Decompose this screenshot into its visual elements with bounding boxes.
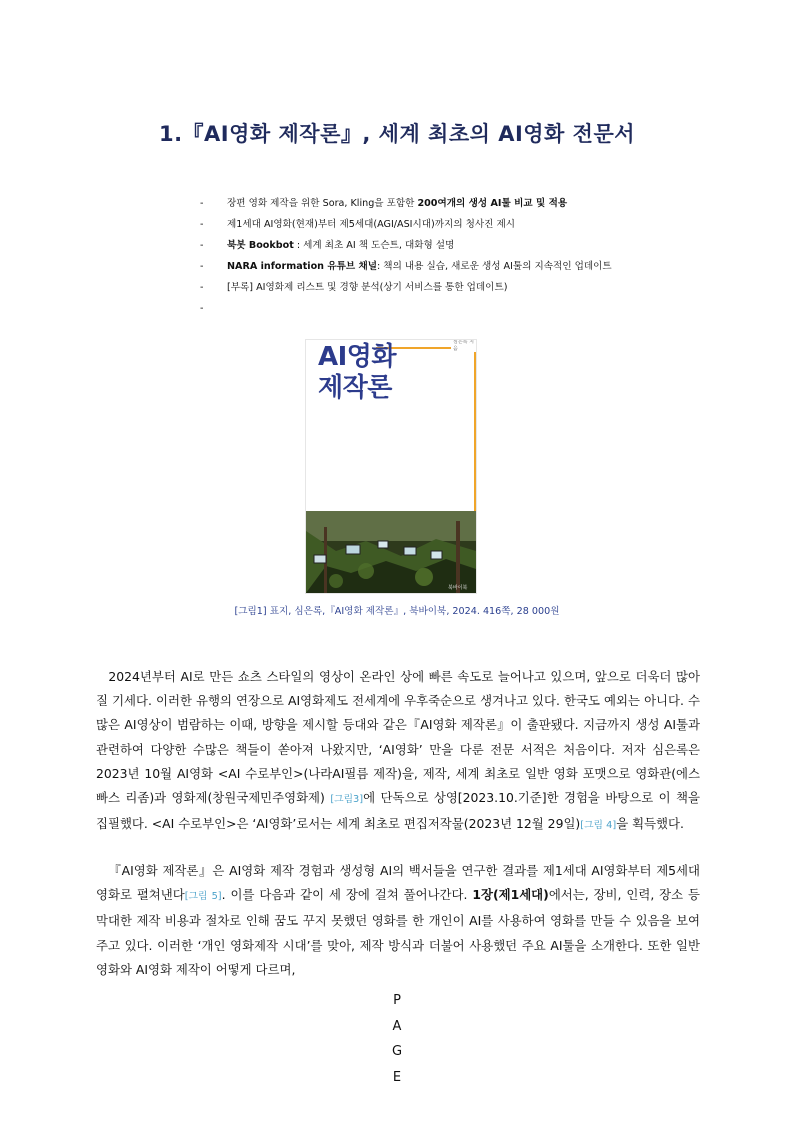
list-item: - 제1세대 AI영화(현재)부터 제5세대(AGI/ASI시대)까지의 청사진 제시 — [200, 214, 720, 235]
body-paragraph: 『AI영화 제작론』은 AI영화 제작 경험과 생성형 AI의 백서들을 연구한 결과를 제1세대 AI영화부터 제5세대 영화로 펼쳐낸다[그림 5]. 이를 다음과 같이 세 장에 걸쳐 풀어나간다. 1장(제1세대)에서는, 장비, 인력, 장소 등 막대한 제작 비용과 절차로 인해 꿈도 꾸지 못했던 영화를 한 개인이 AI를 사용하여 영화를 만들 수 있음을 보여주고 있다. 이러한 ‘개인 영화제작 시대’를 맞아, 제작 방식과 더불어 사용했던 주요 AI툴을 소개한다. 또한 일반영화와 AI영화 제작이 어떻게 다르며, — [96, 863, 701, 977]
bullet-dash: - — [200, 282, 204, 293]
figure-reference: [그림 4] — [580, 820, 617, 832]
bullet-dash: - — [200, 261, 204, 272]
cover-accent-line — [474, 347, 476, 517]
bullet-dash: - — [200, 219, 204, 230]
figure-caption: [그림1] 표지, 심은록,『AI영화 제작론』, 북바이북, 2024. 416쪽, 28 000원 — [234, 606, 560, 617]
list-item: - [부록] AI영화제 리스트 및 경향 분석(상기 서비스를 통한 업데이트) — [200, 277, 720, 298]
cover-publisher: 북바이북 — [448, 585, 468, 591]
page-label: P A G E — [391, 993, 403, 1085]
bullet-dash: - — [200, 240, 204, 251]
bullet-dash: - — [200, 303, 204, 314]
body-paragraph: 2024년부터 AI로 만든 쇼츠 스타일의 영상이 온라인 상에 빠른 속도로 늘어나고 있으며, 앞으로 더욱더 많아질 기세다. 이러한 유행의 연장으로 AI영화제도 전세계에 우후죽순으로 생겨나고 있다. 한국도 예외는 아니다. 수많은 AI영상이 범람하는 이때, 방향을 제시할 등대와 같은『AI영화 제작론』이 출판됐다. 지금까지 생성 AI툴과 관련하여 다양한 수많은 책들이 쏟아져 나왔지만, ‘AI영화’ 만을 다룬 전문 서적은 처음이다. 저자 심은록은 2023년 10월 AI영화 <AI 수로부인>(나라AI필름 제작)을, 제작, 세계 최초로 일반 영화 포맷으로 영화관(에스빠스 리좀)과 영화제(창원국제민주영화제) [그림3]에 단독으로 상영[2023.10.기준]한 경험을 바탕으로 이 책을 집필했다. <AI 수로부인>은 ‘AI영화’로서는 세계 최초로 편집저작물(2023년 12월 29일)[그림 4]을 획득했다. — [96, 669, 700, 832]
figure-reference: [그림 5] — [184, 891, 222, 903]
cover-forest-illustration — [306, 511, 476, 593]
cover-title: AI영화 제작론 — [318, 342, 397, 403]
list-item — [200, 298, 720, 319]
cover-author: 심은록 지음 — [451, 339, 476, 352]
bullet-dash: - — [200, 198, 204, 209]
figure-reference: [그림3] — [330, 794, 364, 806]
book-cover-image — [305, 339, 477, 594]
document-title: 1.『AI영화 제작론』, 세계 최초의 AI영화 전문서 — [158, 122, 636, 146]
list-item: - 장편 영화 제작을 위한 Sora, Kling을 포함한 200여개의 생성 AI툴 비교 및 적용 — [200, 193, 720, 214]
list-item: - 북봇 Bookbot : 세계 최초 AI 책 도슨트, 대화형 설명 — [200, 235, 720, 256]
feature-list — [200, 193, 720, 319]
list-item: - NARA information 유튜브 채널: 책의 내용 실습, 새로운 생성 AI툴의 지속적인 업데이트 — [200, 256, 720, 277]
